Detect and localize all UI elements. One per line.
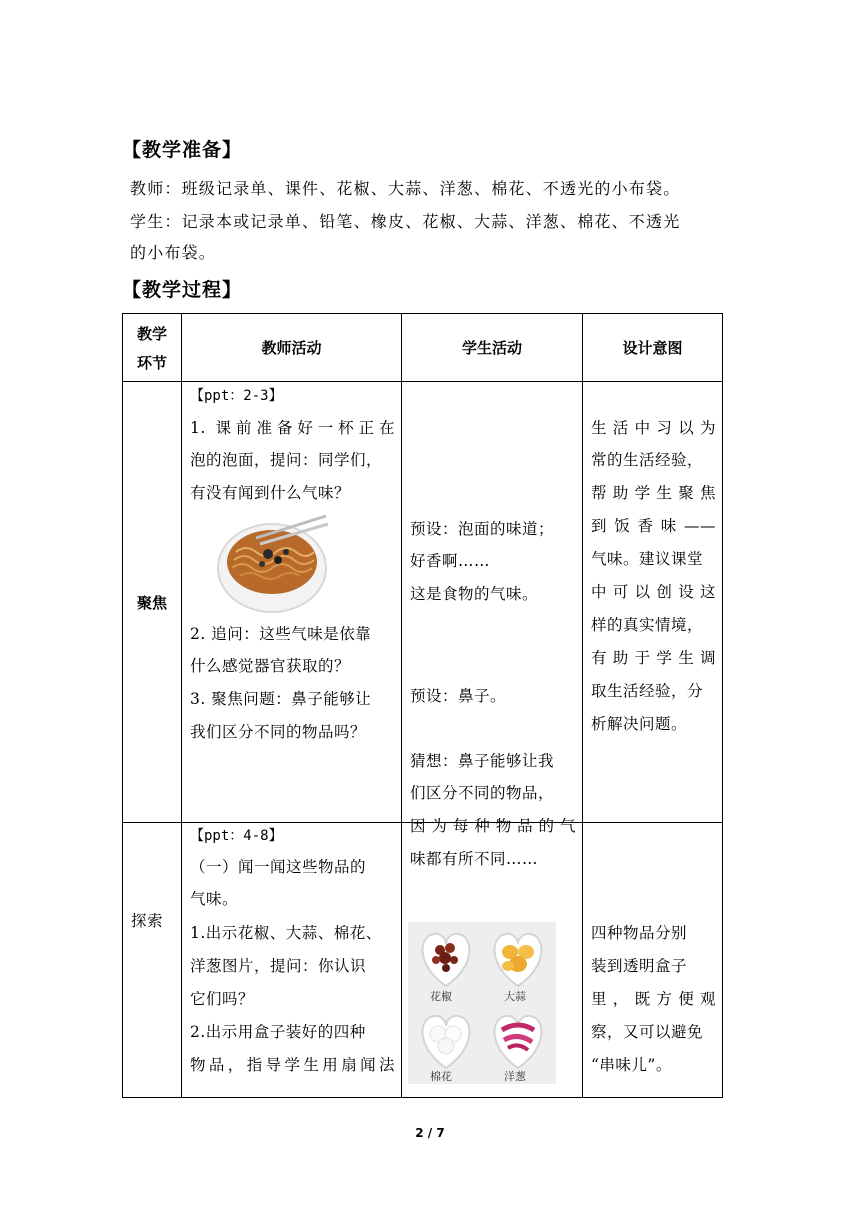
ppt-tag: 【ppt：2-3】 bbox=[190, 388, 283, 404]
text-line: 析解决问题。 bbox=[591, 715, 688, 733]
text-line: 们区分不同的物品， bbox=[410, 784, 555, 802]
text-line: 样的真实情境， bbox=[591, 616, 704, 634]
stage-explore-cell bbox=[123, 823, 182, 1098]
photo-label-onion: 洋葱 bbox=[504, 1070, 526, 1083]
four-items-photo bbox=[408, 922, 556, 1084]
text-line: 因为每种物品的气 bbox=[410, 817, 576, 835]
text-line: 3. 聚焦问题：鼻子能够让 bbox=[190, 690, 372, 708]
text-line: 预设：泡面的味道； bbox=[410, 520, 555, 538]
text-line: 常的生活经验， bbox=[591, 451, 704, 469]
text-line: “串味儿”。 bbox=[591, 1056, 672, 1074]
header-stage-line-2: 环节 bbox=[136, 353, 167, 372]
text-line: 到饭香味—— bbox=[591, 517, 716, 535]
stage-explore: 探索 bbox=[131, 912, 164, 930]
table-row bbox=[123, 382, 723, 823]
instant-noodles-photo bbox=[216, 514, 328, 614]
photo-label-pepper: 花椒 bbox=[430, 990, 452, 1003]
prep-teacher-line: 教师：班级记录单、课件、花椒、大蒜、洋葱、棉花、不透光的小布袋。 bbox=[130, 179, 681, 198]
header-design-intent: 设计意图 bbox=[583, 314, 723, 382]
text-line: 2. 追问：这些气味是依靠 bbox=[190, 625, 372, 643]
text-line: 我们区分不同的物品吗？ bbox=[190, 723, 367, 741]
stage-focus: 聚焦 bbox=[123, 382, 182, 823]
design-intent-cell bbox=[583, 382, 723, 823]
text-line: 气味。 bbox=[190, 890, 239, 908]
text-line: 有助于学生调 bbox=[591, 649, 716, 667]
page-number: 2 / 7 bbox=[415, 1126, 445, 1140]
text-line: 泡的泡面，提问：同学们， bbox=[190, 451, 383, 469]
text-line: 1. 课前准备好一杯正在 bbox=[190, 419, 395, 437]
lesson-table bbox=[122, 313, 723, 1098]
text-line: 气味。建议课堂 bbox=[591, 550, 704, 568]
teacher-activity-cell bbox=[182, 382, 402, 823]
text-line: 四种物品分别 bbox=[591, 924, 688, 942]
text-line: 装到透明盒子 bbox=[591, 957, 688, 975]
text-line: 这是食物的气味。 bbox=[410, 585, 539, 603]
text-line: 中可以创设这 bbox=[591, 583, 716, 601]
text-line: 预设：鼻子。 bbox=[410, 687, 507, 705]
text-line: 生活中习以为 bbox=[591, 419, 716, 437]
text-line: 1.出示花椒、大蒜、棉花、 bbox=[190, 924, 382, 942]
text-line: 好香啊…… bbox=[410, 552, 491, 570]
header-teacher-activity: 教师活动 bbox=[182, 314, 402, 382]
header-stage bbox=[123, 314, 182, 382]
header-stage-line-1: 教学 bbox=[136, 324, 167, 343]
teacher-activity-cell bbox=[182, 823, 402, 1098]
ppt-tag: 【ppt：4-8】 bbox=[190, 828, 283, 844]
prep-student-line-1: 学生：记录本或记录单、铅笔、橡皮、花椒、大蒜、洋葱、棉花、不透光 bbox=[130, 212, 681, 231]
header-student-activity: 学生活动 bbox=[402, 314, 583, 382]
heading-teaching-process: 【教学过程】 bbox=[122, 279, 243, 301]
prep-student-line-2: 的小布袋。 bbox=[130, 243, 217, 262]
text-line: 里，既方便观 bbox=[591, 990, 716, 1008]
text-line: （一）闻一闻这些物品的 bbox=[190, 858, 367, 876]
table-row bbox=[123, 823, 723, 1098]
table-header-row bbox=[123, 314, 723, 382]
heading-teaching-preparation: 【教学准备】 bbox=[122, 139, 243, 161]
text-line: 洋葱图片，提问：你认识 bbox=[190, 957, 367, 975]
text-line: 猜想：鼻子能够让我 bbox=[410, 752, 555, 770]
text-line: 取生活经验，分 bbox=[591, 682, 704, 700]
photo-label-cotton: 棉花 bbox=[430, 1070, 452, 1083]
student-activity-cell bbox=[402, 382, 583, 868]
text-line: 它们吗？ bbox=[190, 990, 255, 1008]
text-line: 物品，指导学生用扇闻法 bbox=[190, 1056, 395, 1074]
design-intent-cell bbox=[583, 823, 723, 1098]
text-line: 有没有闻到什么气味？ bbox=[190, 484, 351, 502]
photo-label-garlic: 大蒜 bbox=[504, 990, 526, 1003]
student-activity-cell bbox=[402, 823, 583, 1098]
text-line: 什么感觉器官获取的？ bbox=[190, 657, 351, 675]
text-line: 味都有所不同…… bbox=[410, 850, 539, 868]
text-line: 帮助学生聚焦 bbox=[591, 484, 716, 502]
text-line: 察，又可以避免 bbox=[591, 1023, 704, 1041]
text-line: 2.出示用盒子装好的四种 bbox=[190, 1023, 366, 1041]
